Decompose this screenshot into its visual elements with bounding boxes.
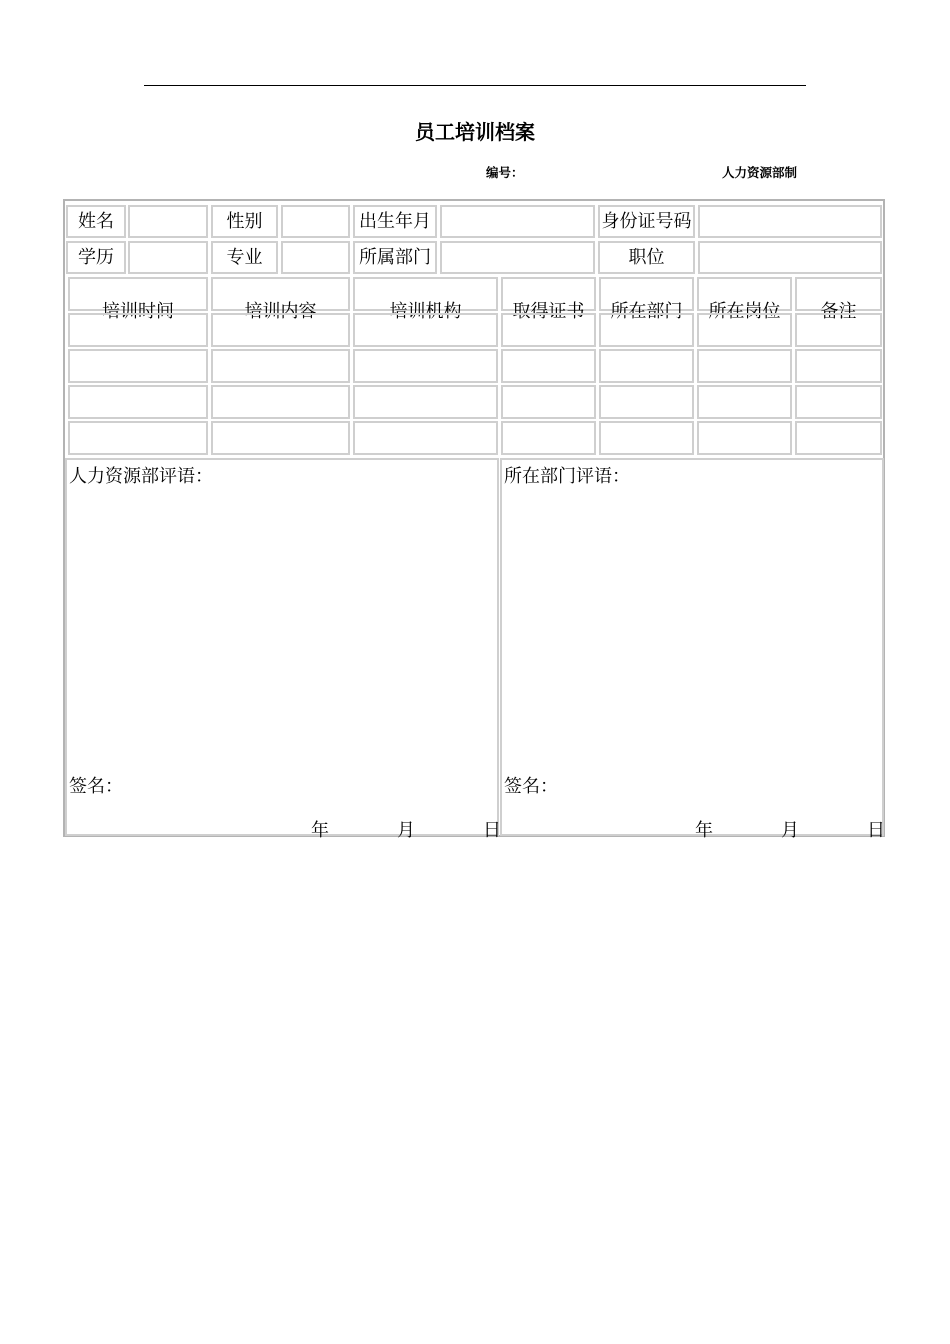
position-label: 职位 bbox=[598, 241, 695, 274]
table-cell[interactable] bbox=[501, 349, 596, 383]
table-cell[interactable] bbox=[68, 385, 208, 419]
table-cell[interactable] bbox=[599, 349, 694, 383]
header-training-content: 培训内容 bbox=[211, 277, 350, 311]
table-cell[interactable] bbox=[501, 421, 596, 455]
page-title: 员工培训档案 bbox=[415, 120, 535, 144]
education-value[interactable] bbox=[128, 241, 208, 274]
dept-month-label: 月 bbox=[781, 820, 799, 841]
education-label: 学历 bbox=[66, 241, 126, 274]
dept-remarks-title: 所在部门评语： bbox=[504, 466, 630, 487]
table-cell[interactable] bbox=[697, 421, 792, 455]
table-cell[interactable] bbox=[501, 385, 596, 419]
dept-remarks-box[interactable] bbox=[500, 458, 885, 841]
serial-number-label: 编号： bbox=[486, 165, 524, 180]
table-cell[interactable] bbox=[211, 313, 350, 347]
table-cell[interactable] bbox=[353, 313, 498, 347]
table-cell[interactable] bbox=[68, 313, 208, 347]
dept-day-label: 日 bbox=[867, 820, 885, 841]
table-cell[interactable] bbox=[795, 421, 882, 455]
table-cell[interactable] bbox=[211, 421, 350, 455]
table-cell[interactable] bbox=[211, 385, 350, 419]
table-cell[interactable] bbox=[697, 349, 792, 383]
hr-sign-label: 签名： bbox=[69, 776, 123, 797]
birth-label: 出生年月 bbox=[353, 205, 437, 238]
department-label: 所属部门 bbox=[353, 241, 437, 274]
header-department: 所在部门 bbox=[599, 277, 694, 311]
department-value[interactable] bbox=[440, 241, 595, 274]
hr-year-label: 年 bbox=[311, 820, 329, 841]
top-rule bbox=[144, 85, 806, 86]
id-number-value[interactable] bbox=[698, 205, 882, 238]
dept-year-label: 年 bbox=[695, 820, 713, 841]
table-cell[interactable] bbox=[501, 313, 596, 347]
hr-remarks-box[interactable] bbox=[65, 458, 501, 841]
name-value[interactable] bbox=[128, 205, 208, 238]
table-cell[interactable] bbox=[599, 385, 694, 419]
header-training-time: 培训时间 bbox=[68, 277, 208, 311]
table-cell[interactable] bbox=[353, 349, 498, 383]
name-label: 姓名 bbox=[66, 205, 126, 238]
table-cell[interactable] bbox=[353, 421, 498, 455]
position-value[interactable] bbox=[698, 241, 882, 274]
table-cell[interactable] bbox=[599, 313, 694, 347]
table-cell[interactable] bbox=[795, 313, 882, 347]
table-cell[interactable] bbox=[211, 349, 350, 383]
major-value[interactable] bbox=[281, 241, 350, 274]
id-number-label: 身份证号码 bbox=[598, 205, 695, 238]
table-cell[interactable] bbox=[68, 421, 208, 455]
table-cell[interactable] bbox=[353, 385, 498, 419]
header-post: 所在岗位 bbox=[697, 277, 792, 311]
gender-label: 性别 bbox=[211, 205, 278, 238]
hr-day-label: 日 bbox=[483, 820, 501, 841]
header-certificate: 取得证书 bbox=[501, 277, 596, 311]
birth-value[interactable] bbox=[440, 205, 595, 238]
table-cell[interactable] bbox=[795, 349, 882, 383]
major-label: 专业 bbox=[211, 241, 278, 274]
table-cell[interactable] bbox=[795, 385, 882, 419]
table-cell[interactable] bbox=[68, 349, 208, 383]
header-notes: 备注 bbox=[795, 277, 882, 311]
hr-month-label: 月 bbox=[397, 820, 415, 841]
hr-remarks-title: 人力资源部评语： bbox=[69, 466, 213, 487]
dept-sign-label: 签名： bbox=[504, 776, 558, 797]
table-cell[interactable] bbox=[599, 421, 694, 455]
issuer-label: 人力资源部制 bbox=[722, 165, 798, 180]
header-training-institution: 培训机构 bbox=[353, 277, 498, 311]
table-cell[interactable] bbox=[697, 385, 792, 419]
gender-value[interactable] bbox=[281, 205, 350, 238]
table-cell[interactable] bbox=[697, 313, 792, 347]
